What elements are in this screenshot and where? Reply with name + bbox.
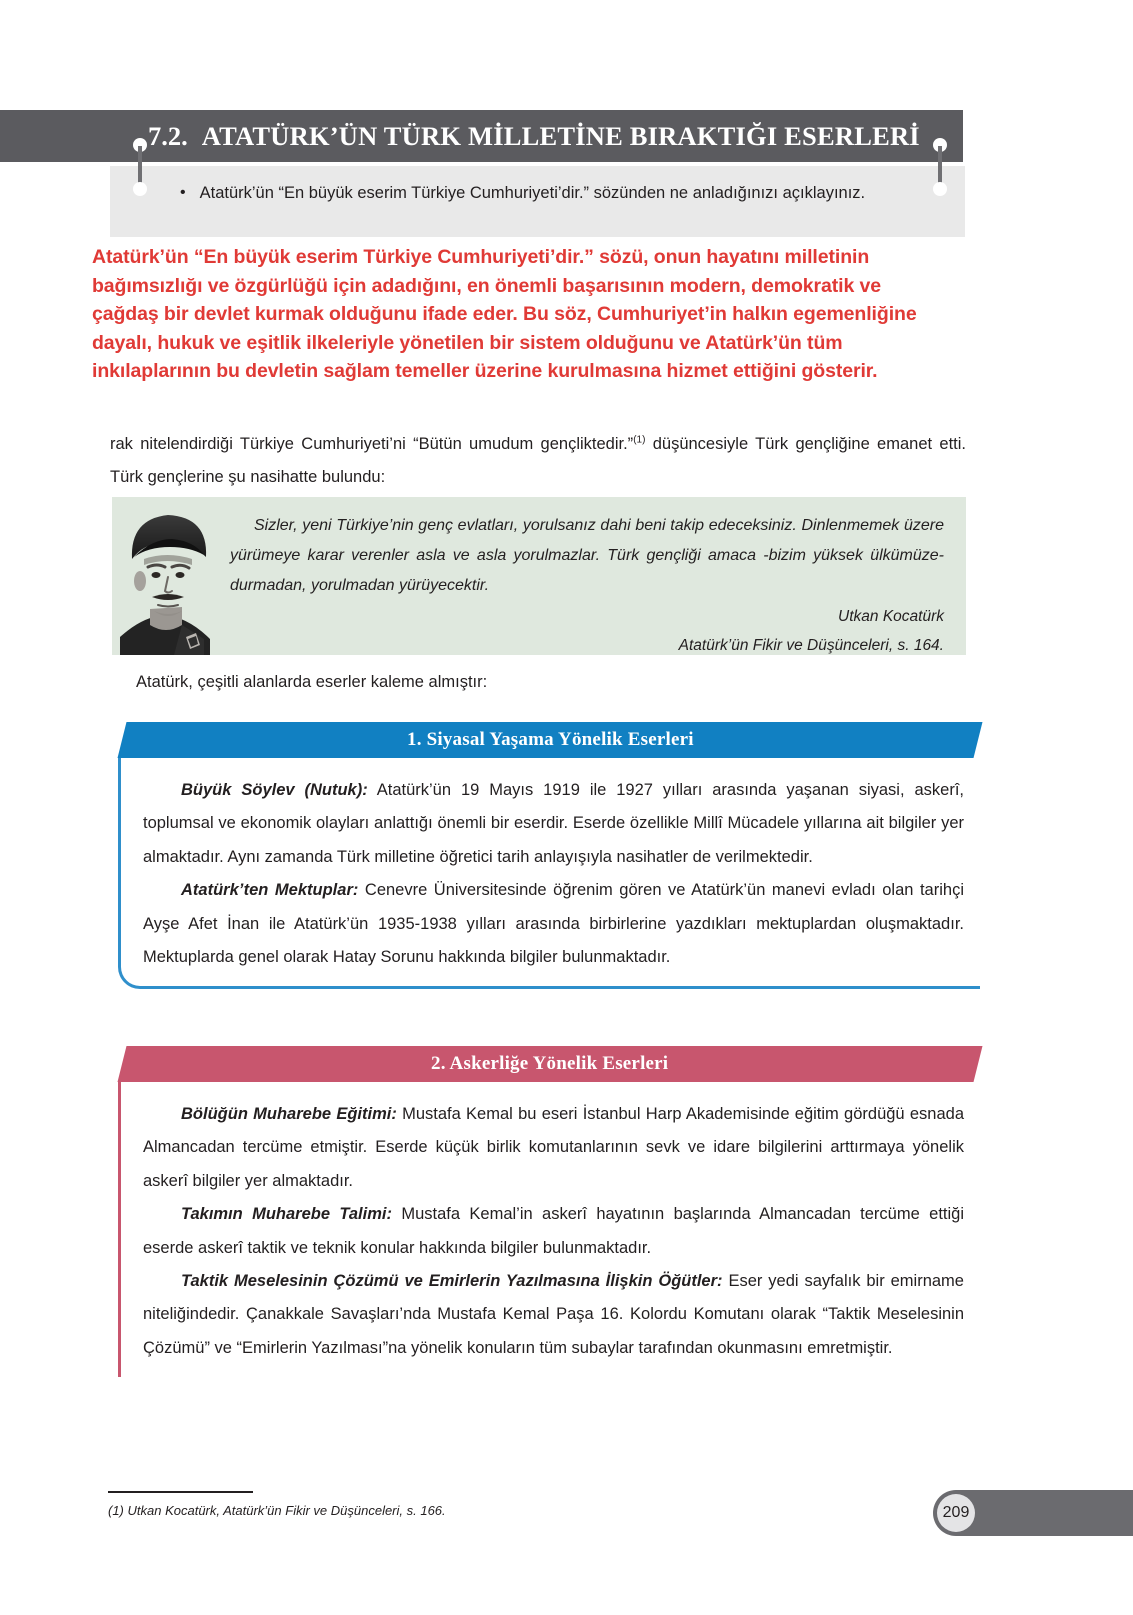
section-1-paragraph-1 [143,774,964,874]
page-number: 209 [937,1494,975,1532]
work-title-takim: Takımın Muharebe Talimi: [181,1205,392,1224]
section-1-paragraph-1-text: Atatürk’ün 19 Mayıs 1919 ile 1927 yılları arasında yaşanan siyasi, askerî, toplumsal ve ekonomik olayları anlattığı önemli bir eserdir. Eserde özellikle Millî Mücadele yıllarına ait bilgiler yer almaktadır. Aynı zamanda Türk milletine öğretici tarih anlayışıyla nasihatler de verilmektedir. [143,781,964,866]
pin-decoration-left-icon [130,138,150,196]
quote-content [222,497,966,655]
footnote-marker: (1) [633,434,646,446]
page-number-tab [933,1490,1133,1536]
quote-source: Atatürk’ün Fikir ve Düşünceleri, s. 164. [678,637,944,654]
lead-paragraph-part1: rak nitelendirdiği Türkiye Cumhuriyeti’ni “Bütün umudum gençliktedir.” [110,435,634,453]
bullet-icon: • [180,184,186,201]
section-banner-2-label: 2. Askerliğe Yönelik Eserleri [431,1053,669,1074]
section-2-paragraph-1-text: Mustafa Kemal bu eseri İstanbul Harp Akademisinde eğitim gördüğü esnada Almancadan tercüme etmiştir. Eserde küçük birlik komutanlarının sevk ve idare bilgilerini arttırmaya yönelik askerî bilgiler yer almaktadır. [143,1105,964,1190]
quote-text: Sizler, yeni Türkiye’nin genç evlatları, yorulsanız dahi beni takip edeceksiniz. Dinlenmemek üzere yürümeye karar verenler asla ve asla yorulmazlar. Türk gençliği amaca -bizim yüksek ülkümüze- durmadan, yorulmadan yürüyecektir. [230,517,944,594]
section-1-paragraph-2-text: Cenevre Üniversitesinde öğrenim gören ve Atatürk’ün manevi evladı olan tarihçi Ayşe Afet İnan ile Atatürk’ün 1935-1938 yılları arasında birbirlerine yazdıkları mektuplardan oluşmaktadır. Mektuplarda genel olarak Hatay Sorunu hakkında bilgiler bulunmaktadır. [143,881,964,967]
section-2-paragraph-2 [143,1198,964,1265]
section-2-paragraph-3 [143,1265,964,1365]
footnote-text: (1) Utkan Kocatürk, Atatürk’ün Fikir ve Düşünceleri, s. 166. [108,1503,446,1518]
section-banner-2 [118,1046,983,1082]
section-2-paragraph-1 [143,1098,964,1198]
work-title-boluk: Bölüğün Muharebe Eğitimi: [181,1105,397,1123]
section-body-1 [118,758,980,989]
work-title-taktik: Taktik Meselesinin Çözümü ve Emirlerin Yazılmasına İlişkin Öğütler: [181,1272,723,1291]
work-title-mektuplar: Atatürk’ten Mektuplar: [181,881,359,900]
pin-decoration-right-icon [930,138,950,196]
pin-foot-left-icon [133,182,147,196]
footnote-divider [108,1491,253,1493]
question-text: Atatürk’ün “En büyük eserim Türkiye Cumhuriyeti’dir.” sözünden ne anladığınızı açıklayınız. [199,184,866,202]
section-banner-1 [118,722,983,758]
quote-box [112,497,966,655]
section-2-paragraph-3-text: Eser yedi sayfalık bir emirname niteliğindedir. Çanakkale Savaşları’nda Mustafa Kemal Paşa 16. Kolordu Komutanı olarak “Taktik Meselesinin Çözümü” ve “Emirlerin Yazılması”na yönelik konuların tüm subaylar tarafından okunmasını emretmiştir. [143,1272,964,1357]
pin-foot-right-icon [933,182,947,196]
answer-text: Atatürk’ün “En büyük eserim Türkiye Cumhuriyeti’dir.” sözü, onun hayatını milletinin bağımsızlığı ve özgürlüğü için adadığını, en önemli başarısının modern, demokratik ve çağdaş bir devlet kurmak olduğunu ifade eder. Bu söz, Cumhuriyet’in halkın egemenliğine dayalı, hukuk ve eşitlik ilkeleriyle yönetilen bir sistem olduğunu ve Atatürk’ün tüm inkılaplarının bu devletin sağlam temeller üzerine kurulmasına hizmet ettiğini gösterir. [92,246,917,383]
lead-paragraph [110,428,966,494]
intro-line: Atatürk, çeşitli alanlarda eserler kaleme almıştır: [136,673,488,691]
ataturk-portrait [112,497,222,655]
section-body-2 [118,1082,980,1377]
question-item [110,166,965,207]
question-box [110,166,965,237]
section-banner-1-label: 1. Siyasal Yaşama Yönelik Eserleri [406,729,694,750]
quote-author: Utkan Kocatürk [838,608,944,625]
lead-paragraph-part2: düşüncesiyle Türk gençliğine emanet etti. Türk gençlerine şu nasihatte bulundu: [110,435,966,486]
section-1-paragraph-2 [143,874,964,974]
page-title: ATATÜRK’ÜN TÜRK MİLLETİNE BIRAKTIĞI ESERLERİ [201,120,920,151]
work-title-nutuk: Büyük Söylev (Nutuk): [181,781,368,799]
section-number: 7.2. [148,120,188,151]
section-2-paragraph-2-text: Mustafa Kemal’in askerî hayatının başlarında Almancadan tercüme ettiği eserde askerî taktik ve teknik konular hakkında bilgiler bulunmaktadır. [143,1205,964,1257]
